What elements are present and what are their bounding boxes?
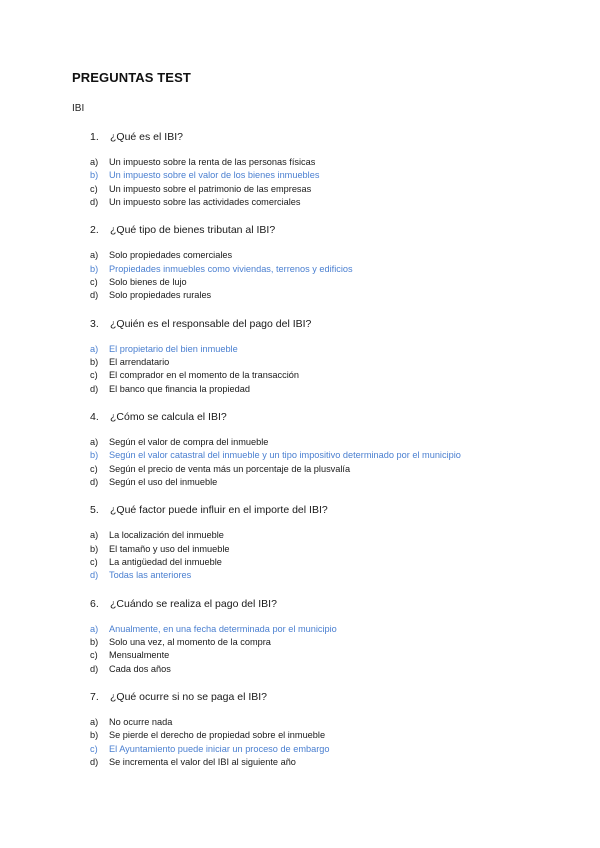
option-letter: a) [90, 157, 99, 167]
option-letter: b) [90, 636, 99, 647]
question-number: 6. [90, 597, 99, 610]
option-letter: c) [90, 183, 98, 194]
option-text: Se pierde el derecho de propiedad sobre el inmueble [109, 730, 326, 741]
option-text: Propiedades inmuebles como viviendas, terrenos y edificios [109, 263, 353, 274]
option-text: Mensualmente [109, 650, 170, 661]
question-number: 3. [90, 317, 99, 330]
question-heading [90, 318, 311, 330]
option-letter: d) [90, 290, 99, 301]
option-text: Solo bienes de lujo [109, 277, 187, 288]
answer-option [90, 277, 187, 287]
section-heading: IBI [72, 103, 85, 114]
answer-option [90, 157, 315, 167]
question-heading [90, 598, 277, 610]
option-letter: c) [90, 370, 98, 381]
answer-option [90, 530, 224, 540]
option-letter: b) [90, 263, 99, 274]
answer-option [90, 250, 232, 260]
answer-option [90, 464, 350, 474]
answer-option [90, 730, 325, 740]
question-heading [90, 691, 267, 703]
answer-option [90, 757, 296, 767]
option-letter: a) [90, 530, 99, 541]
option-letter: b) [90, 543, 99, 554]
question-text: ¿Qué tipo de bienes tributan al IBI? [110, 224, 276, 237]
question-text: ¿Qué es el IBI? [110, 131, 183, 143]
option-text: Se incrementa el valor del IBI al siguiente año [109, 756, 296, 767]
answer-option-correct [90, 744, 329, 754]
option-letter: a) [90, 343, 99, 354]
option-letter: d) [90, 663, 99, 674]
answer-option [90, 370, 299, 380]
option-text: Cada dos años [109, 663, 171, 674]
option-text: Un impuesto sobre el patrimonio de las empresas [109, 183, 312, 194]
answer-option-correct [90, 344, 238, 354]
option-text: Un impuesto sobre la renta de las personas físicas [109, 157, 316, 167]
answer-option-correct [90, 450, 461, 460]
option-text: Un impuesto sobre las actividades comerciales [109, 197, 301, 208]
option-text: Solo propiedades comerciales [109, 250, 233, 261]
question-number: 5. [90, 504, 99, 517]
option-letter: a) [90, 716, 99, 727]
option-letter: c) [90, 650, 98, 661]
answer-option [90, 477, 217, 487]
option-text: Solo propiedades rurales [109, 290, 212, 301]
answer-option-correct [90, 264, 353, 274]
answer-option-correct [90, 570, 191, 580]
option-text: El tamaño y uso del inmueble [109, 543, 230, 554]
option-text: La antigüedad del inmueble [109, 556, 222, 567]
page-title: PREGUNTAS TEST [72, 70, 191, 85]
option-letter: d) [90, 477, 99, 488]
option-letter: b) [90, 170, 99, 181]
option-letter: a) [90, 436, 99, 447]
option-text: La localización del inmueble [109, 530, 224, 541]
question-number: 4. [90, 410, 99, 423]
question-heading [90, 224, 275, 236]
option-letter: d) [90, 197, 99, 208]
option-letter: b) [90, 356, 99, 367]
option-letter: d) [90, 756, 99, 767]
answer-option [90, 290, 211, 300]
question-heading [90, 131, 183, 143]
answer-option-correct [90, 624, 337, 634]
question-text: ¿Qué factor puede influir en el importe del IBI? [110, 504, 328, 517]
option-text: Solo una vez, al momento de la compra [109, 636, 271, 647]
answer-option [90, 637, 271, 647]
option-text: No ocurre nada [109, 716, 173, 727]
answer-option [90, 557, 222, 567]
option-letter: a) [90, 623, 99, 634]
question-number: 7. [90, 690, 99, 703]
answer-option-correct [90, 170, 319, 180]
option-text: Según el valor catastral del inmueble y un tipo impositivo determinado por el municipio [109, 450, 461, 461]
question-text: ¿Quién es el responsable del pago del IBI? [110, 317, 312, 330]
answer-option [90, 717, 172, 727]
option-text: Todas las anteriores [109, 570, 192, 581]
question-text: ¿Qué ocurre si no se paga el IBI? [110, 690, 268, 703]
option-text: El propietario del bien inmueble [109, 343, 238, 354]
option-text: Según el precio de venta más un porcentaje de la plusvalía [109, 463, 351, 474]
answer-option [90, 650, 169, 660]
option-text: Según el valor de compra del inmueble [109, 436, 269, 447]
question-heading [90, 411, 227, 423]
answer-option [90, 357, 169, 367]
question-number: 2. [90, 224, 99, 237]
option-text: El Ayuntamiento puede iniciar un proceso de embargo [109, 743, 330, 754]
option-text: Un impuesto sobre el valor de los bienes inmuebles [109, 170, 320, 181]
answer-option [90, 384, 250, 394]
answer-option [90, 197, 301, 207]
option-letter: b) [90, 450, 99, 461]
question-text: ¿Cuándo se realiza el pago del IBI? [110, 597, 277, 610]
question-text: ¿Cómo se calcula el IBI? [110, 410, 227, 423]
answer-option [90, 664, 171, 674]
option-letter: c) [90, 277, 98, 288]
option-text: Según el uso del inmueble [109, 477, 218, 488]
option-text: Anualmente, en una fecha determinada por el municipio [109, 623, 337, 634]
option-letter: d) [90, 383, 99, 394]
option-text: El arrendatario [109, 356, 170, 367]
option-letter: d) [90, 570, 99, 581]
answer-option [90, 437, 268, 447]
question-heading [90, 504, 328, 516]
option-letter: c) [90, 463, 98, 474]
option-letter: b) [90, 730, 99, 741]
option-letter: c) [90, 743, 98, 754]
option-text: El comprador en el momento de la transacción [109, 370, 299, 381]
option-letter: a) [90, 250, 99, 261]
option-letter: c) [90, 556, 98, 567]
question-number: 1. [90, 131, 99, 143]
answer-option [90, 544, 230, 554]
answer-option [90, 184, 311, 194]
option-text: El banco que financia la propiedad [109, 383, 250, 394]
